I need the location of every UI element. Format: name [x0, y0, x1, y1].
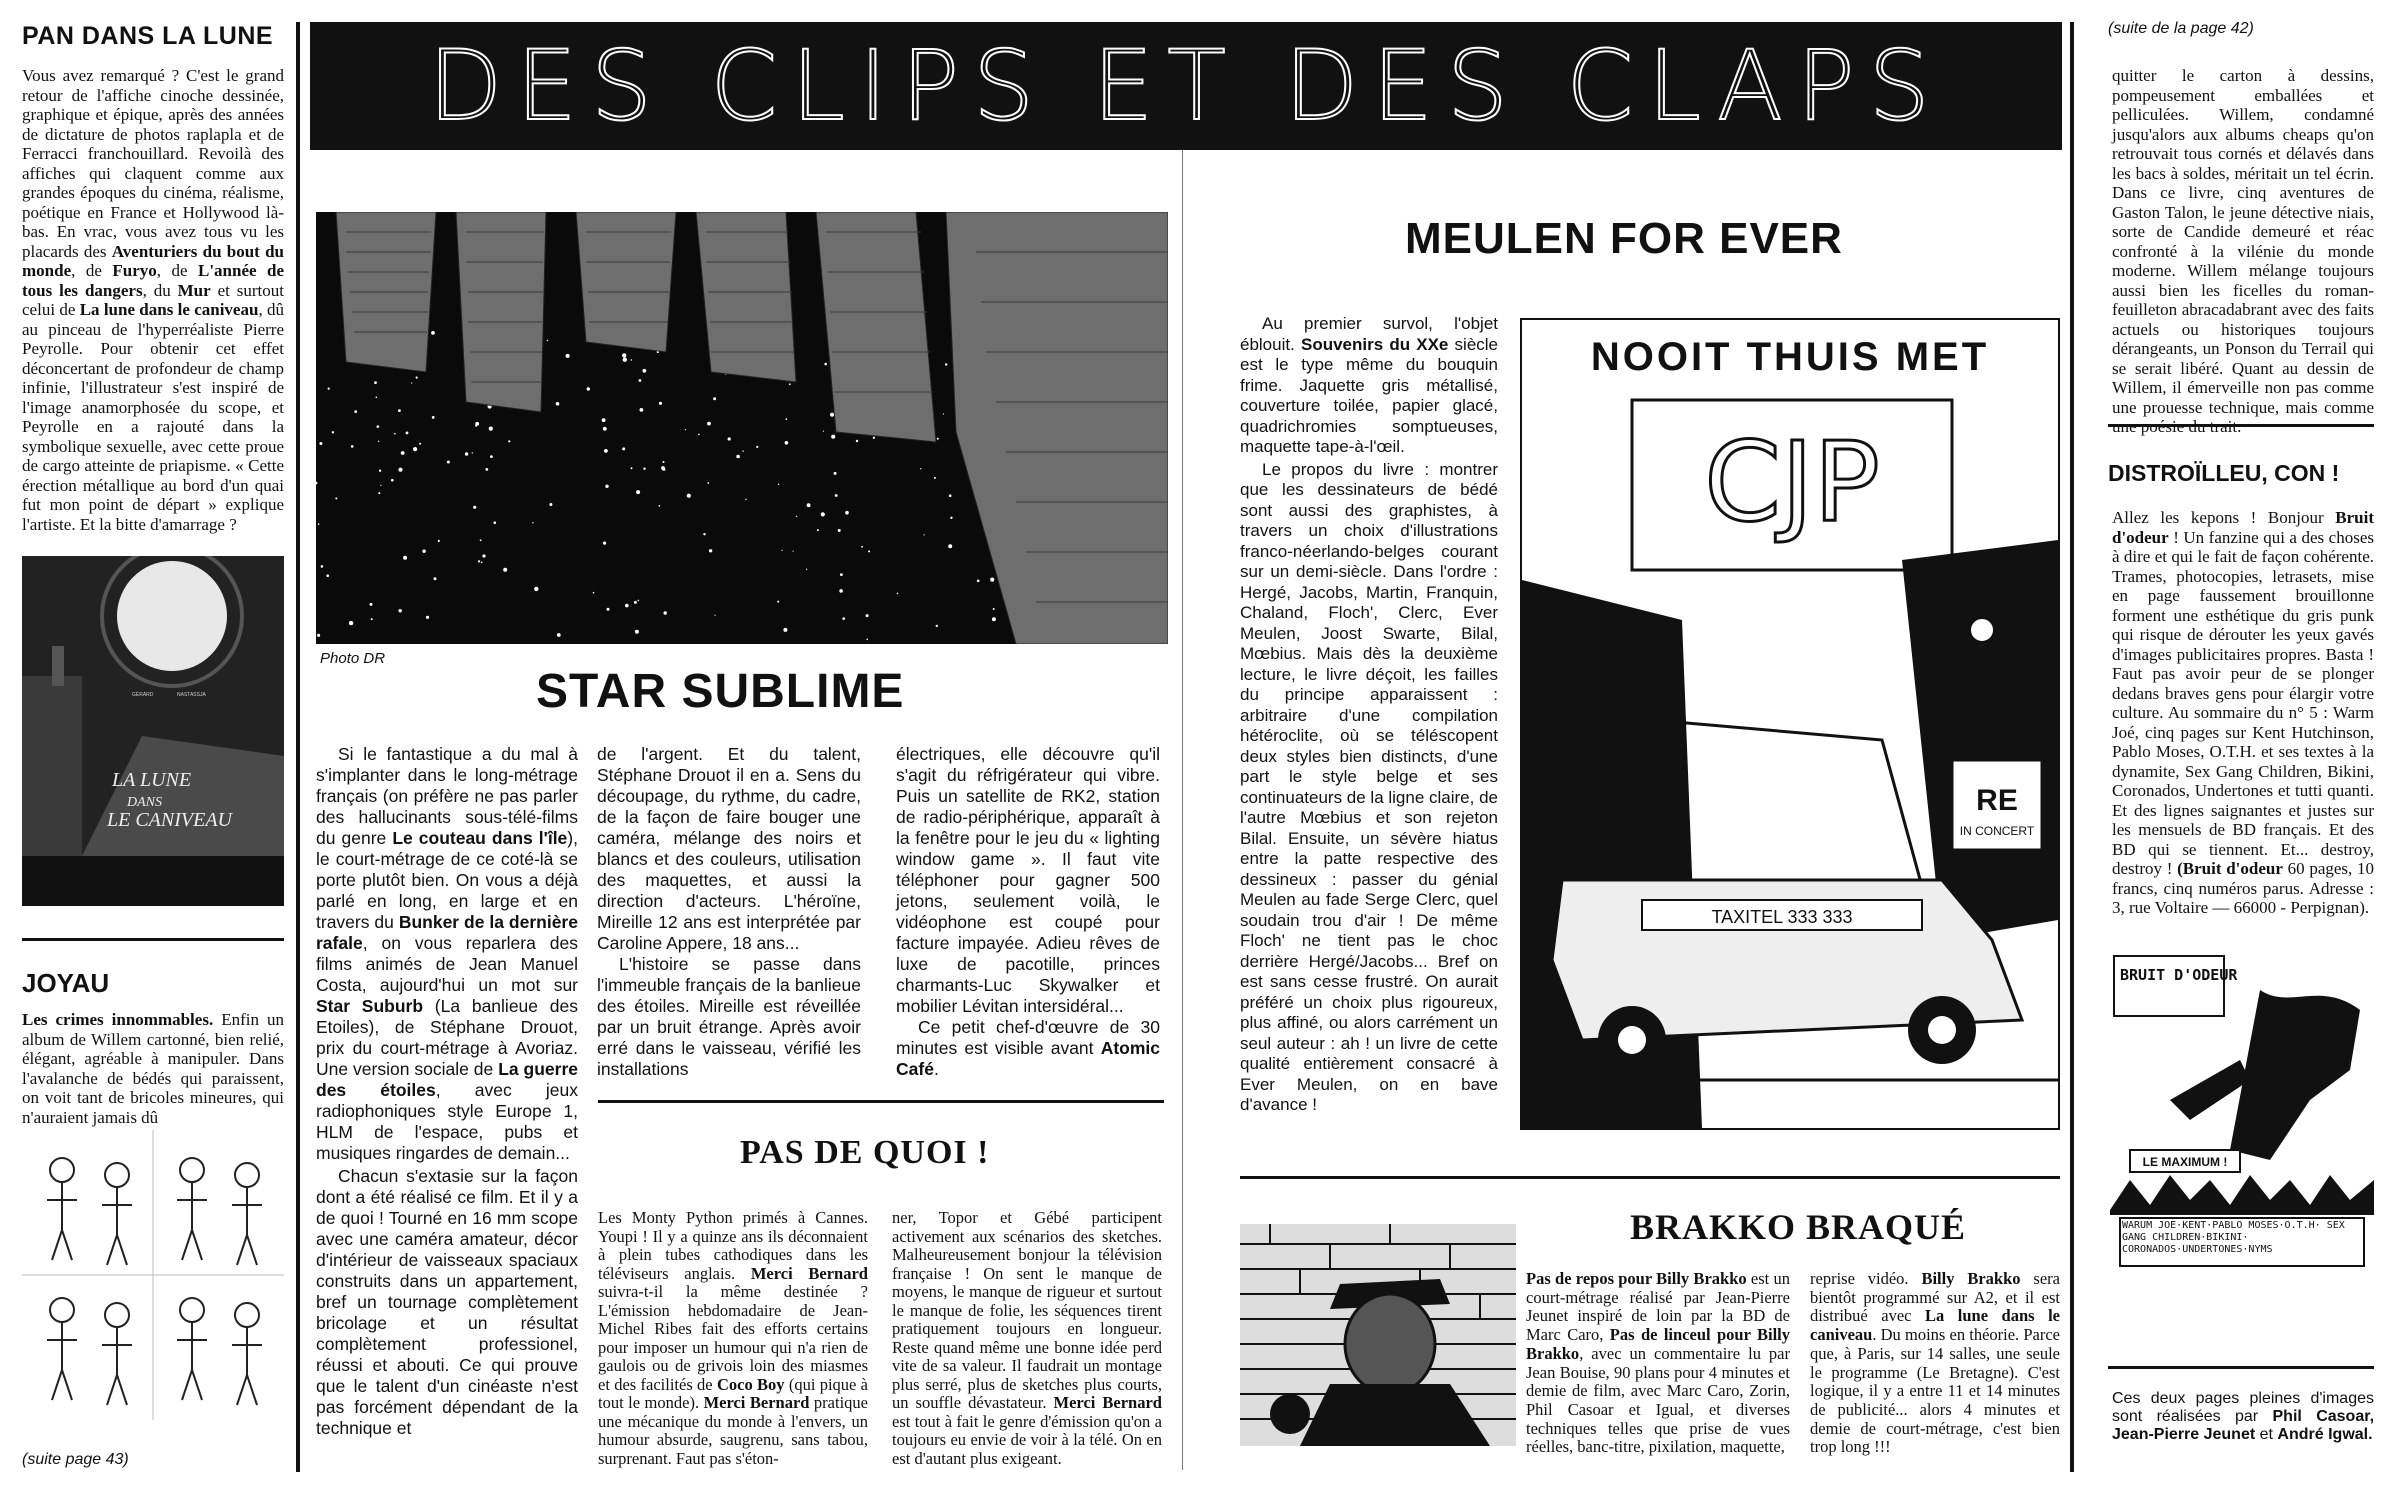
pan-dans-la-lune-body: Vous avez remarqué ? C'est le grand retour de l'affiche cinoche dessinée, graphique et épique, après des années de dictature de photos raplapla et de Ferracci franchouillard. Revoilà des affiches qui claquent comme aux grandes époques du cinéma, réalisme, poétique en France et Hollywood là-bas. En vrac, vous avez tous vu les placards des Aventuriers du bout du monde, de Furyo, de L'année de tous les dangers, du Mur et surtout celui de La lune dans le caniveau, dû au pinceau de l'hyperréaliste Pierre Peyrolle. Pour obtenir cet effet déconcertant de profondeur de champ infinie, l'illustrateur s'est inspiré de l'image anamorphosée du scope, et Peyrolle en a rajouté dans la symbolique sexuelle, avec cette proue de cargo atteinte de priapisme. « Cette érection métallique au bord d'un quai fut mon point de départ » explique l'artiste. Et la bitte d'amarrage ?: [22, 66, 285, 534]
brakko-title: BRAKKO BRAQUÉ: [1630, 1207, 1967, 1247]
pas-de-quoi-title: PAS DE QUOI !: [740, 1134, 990, 1171]
banner: [310, 22, 2062, 150]
poster-headline: NOOIT THUIS MET: [1590, 335, 1990, 379]
pas-de-quoi-col2: ner, Topor et Gébé participent activement aux scénarios des sketches. Malheureusement bonjour la télévision française ! On sent le manque de moyens, le manque de rigueur et surtout le manque de folie, les séquences tirent pratiquement toujours en longueur. Reste quand même une bonne idée perd vite de sa valeur. Il faudrait un montage plus serré, plus de sketches plus courts, un souffle dévastateur. Merci Bernard est tout à fait le genre d'émission qu'on a toujours eu envie de voir à la télé. On en est d'autant plus exigeant.: [892, 1208, 1162, 1468]
svg-text:RE: RE: [1976, 784, 2018, 817]
moon-poster-image: [22, 556, 284, 906]
star-sublime-col3: électriques, elle découvre qu'il s'agit du réfrigérateur qui vibre. Puis un satellite de RK2, station de radio-périphérique, apparaît à la fenêtre pour le jeu du « lighting window game ». Il faut vite téléphoner pour gagner 500 jetons, seulement voilà, le vidéophone est coupé pour facture impayée. Adieu rêves de luxe de pacotille, princes charmants-Luc Skywalker et mobilier Lévitan intersidéral... Ce petit chef-d'œuvre de 30 minutes est visible avant Atomic Café.: [896, 744, 1160, 1079]
meulen-title: MEULEN FOR EVER: [1405, 214, 1843, 263]
pan-dans-la-lune-title: PAN DANS LA LUNE: [22, 22, 274, 50]
svg-text:CJP: CJP: [1704, 418, 1880, 546]
star-sublime-col1: Si le fantastique a du mal à s'implanter dans le long-métrage français (on préfère ne pas parler des hallucinants sous-télé-films du genre Le couteau dans l'île), le court-métrage de ce coté-là se porte plutôt bien. On vous a déjà parlé en long, en large et en travers du Bunker de la dernière rafale, on vous reparlera des films animés de Jean Manuel Costa, aujourd'hui un mot sur Star Suburb (La banlieue des Etoiles), de Stéphane Drouot, prix du court-métrage à Avoriaz. Une version sociale de La guerre des étoiles, avec jeux radiophoniques style Europe 1, HLM de l'espace, pubs et musiques ringardes de demain... Chacun s'extasie sur la façon dont a été réalisé ce film. Et il y a de quoi ! Tourné en 16 mm scope avec une caméra amateur, décor d'intérieur de vaisseaux spaciaux construits dans un appartement, bref un tournage complètement bricolage et un résultat complètement professionel, réussi et abouti. Ce qui prouve que le talent d'un cinéaste n'est pas forcément dépendant de la technique et: [316, 744, 579, 1438]
page-credits: Ces deux pages pleines d'images sont réalisées par Phil Casoar, Jean-Pierre Jeunet et André Igwal.: [2112, 1390, 2375, 1443]
brakko-divider: [1240, 1176, 2060, 1179]
joyau-body: Les crimes innommables. Enfin un album de Willem cartonné, bien relié, élégant, agréable à manipuler. Dans l'avalanche de bédés qui paraissent, on voit tant de bricoles mineures, qui n'auraient jamais dû: [22, 1010, 284, 1127]
right-column-rule: [2070, 22, 2074, 1472]
left-column-rule: [296, 22, 300, 1472]
svg-text:LE CANIVEAU: LE CANIVEAU: [107, 809, 232, 831]
svg-text:BRUIT D'ODEUR: BRUIT D'ODEUR: [2120, 966, 2238, 984]
svg-text:GÉRARD: GÉRARD: [132, 692, 154, 698]
svg-text:DANS: DANS: [127, 795, 162, 810]
svg-text:LE MAXIMUM !: LE MAXIMUM !: [2142, 1155, 2228, 1169]
brakko-col2: reprise vidéo. Billy Brakko sera bientôt programmé sur A2, et il est distribué avec La lune dans le caniveau. Du moins en théorie. Parce que, à Paris, sur 14 salles, une seule le programme (Le Bretagne). C'est logique, il y a entre 11 et 14 minutes de publicité... alors 4 minutes et demie de court-métrage, c'est bien trop long !!!: [1810, 1269, 2060, 1457]
brakko-col1: Pas de repos pour Billy Brakko est un court-métrage réalisé par Jean-Pierre Jeunet inspiré de loin par la BD de Marc Caro, Pas de linceul pour Billy Brakko, avec un commentaire lu par Jean Bouise, 90 plans pour 4 minutes et demie de film, avec Marc Caro, Zorin, Phil Casoar et Igual, et diverses techniques telles que prise de vues réelles, banc-titre, pixilation, maquette,: [1526, 1269, 1790, 1457]
svg-text:LA LUNE: LA LUNE: [112, 769, 192, 791]
pas-de-quoi-col1: Les Monty Python primés à Cannes. Youpi ! Il y a quinze ans ils déconnaient à plein tubes cathodiques dans les téléviseurs anglais. Merci Bernard suivra-t-il la même destinée ? L'émission hebdomadaire de Jean-Michel Ribes fait des efforts certains pour imposer un humour qui n'a rien de gaulois ou de grivois loin des miasmes et des facilités de Coco Boy (qui pique à tout le monde). Merci Bernard pratique une mécanique du monde à l'envers, un humour absurde, saugrenu, sans tabou, surprenant. Faut pas s'éton-: [598, 1208, 869, 1468]
right-body-2: Allez les kepons ! Bonjour Bruit d'odeur ! Un fanzine qui a des choses à dire et qui le fait de façon cohérente. Trames, photocopies, letrasets, mise en page faussement brouillonne forment une esthétique du gris punk qui risque de dérouter les yeux gavés d'images publicitaires propres. Basta ! Faut pas avoir peur de se plonger dedans braves gens pour élargir votre culture. Au sommaire du n° 5 : Warm Joé, cinq pages sur Kent Hutchinson, Pablo Moses, O.T.H. et ses textes à la dynamite, Sex Gang Children, Bikini, Coronados, Undertones et tutti quanti. Et des lignes saignantes et justes sur les mensuels de BD français. Et des BD qui se tiennent. Et... destroy, destroy ! (Bruit d'odeur 60 pages, 10 francs, cinq numéros parus. Adresse : 3, rue Voltaire — 66000 - Perpignan).: [2112, 508, 2374, 917]
right-divider-1: [2108, 424, 2374, 427]
joyau-title: JOYAU: [22, 968, 110, 998]
right-header-continued: (suite de la page 42): [2108, 20, 2254, 37]
svg-text:TAXITEL 333 333: TAXITEL 333 333: [1711, 907, 1853, 927]
left-footer-continued: (suite page 43): [22, 1451, 129, 1468]
right-divider-2: [2108, 1366, 2374, 1369]
banner-title: DES CLIPS ET DES CLAPS: [428, 30, 1944, 142]
brakko-illustration: [1240, 1224, 1516, 1446]
cjp-poster-image: [1520, 318, 2060, 1130]
bruit-dodeur-zine-cover: BRUIT D'ODEUR LE MAXIMUM ! WARUM JOE·KENT·PABLO MOSES·O.T.H· SEX GANG CHILDREN·BIKINI· CORONADOS·UNDERTONES·NYMS: [2110, 950, 2374, 1270]
distroilleu-title: DISTROÏLLEU, CON !: [2108, 460, 2340, 486]
left-section-divider: [22, 938, 284, 941]
city-photo: [316, 212, 1168, 644]
pas-de-quoi-divider: [598, 1100, 1164, 1103]
right-body-1: quitter le carton à dessins, pompeusement emballées et pelliculées. Willem, condamné jusqu'alors aux albums cheaps qu'on retrouvait tous cornés et délavés dans les bacs à soldes, méritait un tel écrin. Dans ce livre, cinq aventures de Gaston Talon, le jeune détective niais, sorte de Candide demeuré et réac confronté à la vilénie du monde moderne. Willem mélange toujours aussi bien les ficelles du roman-feuilleton abracadabrant avec des faits actuels ou historiques toujours dérangeants, un Ponson du Terrail qui se serait libéré. Quant au dessin de Willem, il émerveille non pas comme une prouesse technique, mais comme: [2112, 66, 2374, 417]
meulen-body: Au premier survol, l'objet éblouit. Souvenirs du XXe siècle est le type même du bouquin frime. Jaquette gris métallisé, couverture toilée, papier glacé, quadrichromies somptueuses, maquette tape-à-l'œil. Le propos du livre : montrer que les dessinateurs de bédé sont aussi des graphistes, à travers un choix d'illustrations franco-néerlando-belges courant sur un demi-siècle. Dans l'ordre : Hergé, Jacobs, Martin, Franquin, Chaland, Floch', Clerc, Ever Meulen, Joost Swarte, Bilal, Mœbius. Mais dès la deuxième lecture, le livre déçoit, les failles du principe apparaissent : arbitraire d'une compilation hétéroclite, où se téléscopent deux styles bien distincts, d'une part le style belge et ses continuateurs de la ligne claire, de l'autre Mœbius et son rejeton Bilal. Ensuite, un sévère hiatus entre la patte respective des dessineux : passer du génial Meulen au fade Serge Clerc, quel soudain trou d'air ! De même Floch' ne tient pas le choc derrière Hergé/Jacobs... Bref on est sans cesse frustré. On aurait préféré un choix plus rigoureux, plus affiné, ou alors carrément un seul auteur : ah ! un livre de cette qualité entièrement consacré à Ever Meulen, on en bave d'avance !: [1240, 314, 1499, 1114]
svg-text:NASTASSJA: NASTASSJA: [177, 692, 206, 698]
center-rule: [1182, 150, 1183, 1470]
star-sublime-col2: de l'argent. Et du talent, Stéphane Drouot il en a. Sens du découpage, du rythme, du cadre, de la façon de faire bouger une caméra, mélange des noirs et blancs et des couleurs, utilisation des maquettes, et aussi la direction d'acteurs. L'héroïne, Mireille 12 ans est interprétée par Caroline Appere, 18 ans... L'histoire se passe dans l'immeuble français de la banlieue des étoiles. Mireille est réveillée par un bruit étrange. Après avoir erré dans le vaisseau, vérifié les installations: [597, 744, 861, 1079]
star-sublime-title: STAR SUBLIME: [536, 665, 905, 718]
willem-cartoon-strip: [22, 1130, 284, 1420]
svg-text:IN CONCERT: IN CONCERT: [1959, 824, 2035, 838]
photo-credit: Photo DR: [320, 650, 386, 667]
